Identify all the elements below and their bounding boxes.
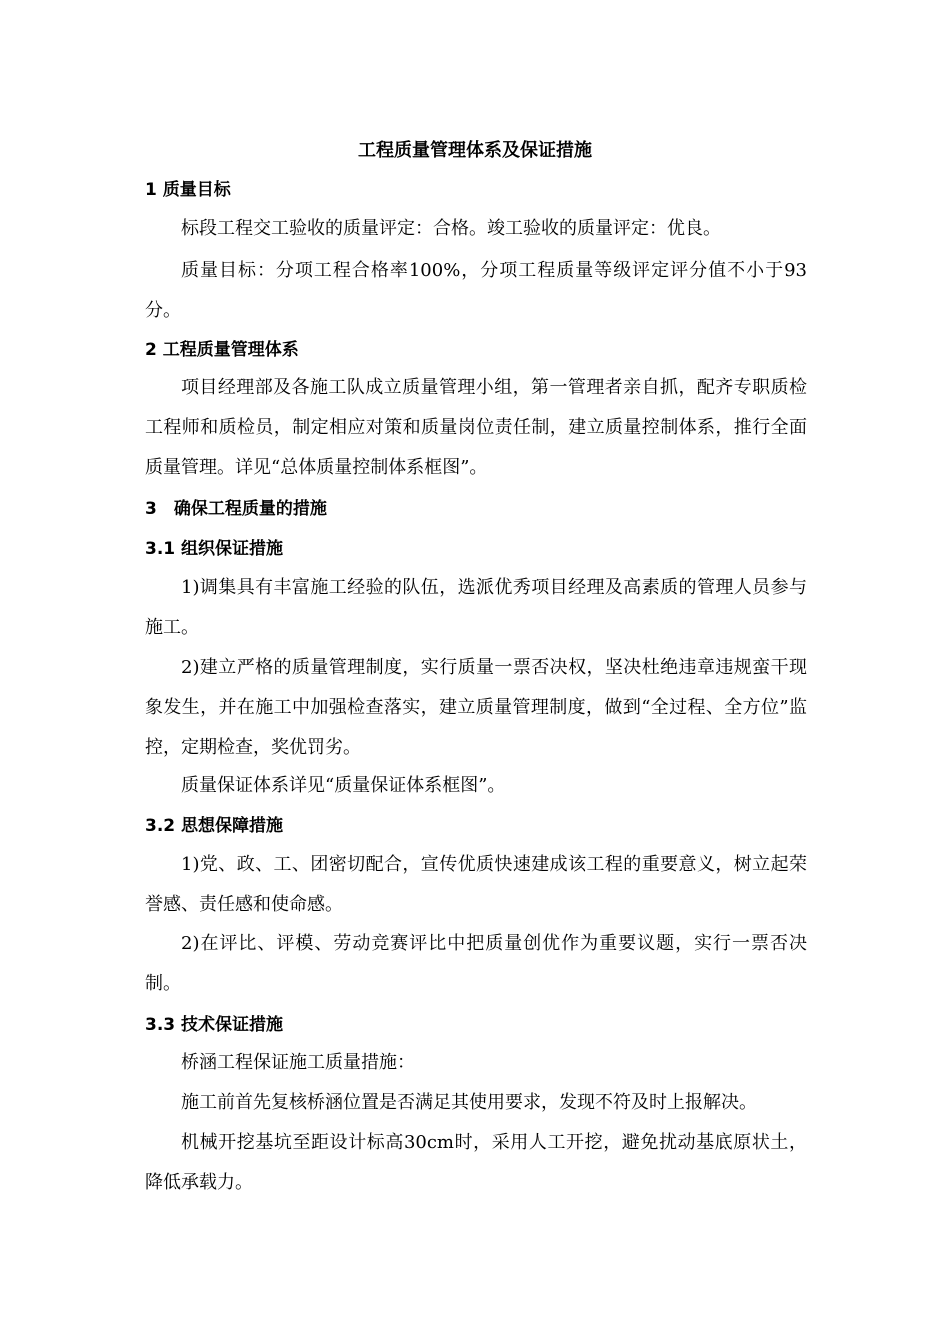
section-heading: 3.3 技术保证措施 — [145, 1015, 284, 1035]
section-heading: 3.1 组织保证措施 — [145, 539, 284, 559]
section-heading: 2 工程质量管理体系 — [145, 340, 299, 360]
paragraph: 2)在评比、评模、劳动竞赛评比中把质量创优作为重要议题，实行一票否决制。 — [145, 933, 807, 994]
paragraph: 2)建立严格的质量管理制度，实行质量一票否决权，坚决杜绝违章违规蛮干现象发生，并在施工中加强检查落实，建立质量管理制度，做到“全过程、全方位”监控，定期检查，奖优罚劣。 — [145, 657, 807, 758]
paragraph: 1)调集具有丰富施工经验的队伍，选派优秀项目经理及高素质的管理人员参与施工。 — [145, 577, 807, 638]
paragraph: 桥涵工程保证施工质量措施： — [181, 1052, 415, 1073]
paragraph: 施工前首先复核桥涵位置是否满足其使用要求，发现不符及时上报解决。 — [181, 1092, 757, 1113]
document-title: 工程质量管理体系及保证措施 — [358, 140, 592, 161]
paragraph: 项目经理部及各施工队成立质量管理小组，第一管理者亲自抓，配齐专职质检工程师和质检员，制定相应对策和质量岗位责任制，建立质量控制体系，推行全面质量管理。详见“总体质量控制体系框图”。 — [145, 377, 807, 478]
paragraph: 标段工程交工验收的质量评定：合格。竣工验收的质量评定：优良。 — [181, 218, 721, 239]
paragraph: 质量保证体系详见“质量保证体系框图”。 — [181, 775, 506, 796]
paragraph: 1)党、政、工、团密切配合，宣传优质快速建成该工程的重要意义，树立起荣誉感、责任感和使命感。 — [145, 854, 807, 915]
section-heading: 3.2 思想保障措施 — [145, 816, 284, 836]
section-heading: 3 确保工程质量的措施 — [145, 499, 327, 519]
paragraph: 机械开挖基坑至距设计标高30cm时，采用人工开挖，避免扰动基底原状土，降低承载力。 — [145, 1132, 807, 1193]
section-heading: 1 质量目标 — [145, 180, 231, 200]
paragraph: 质量目标：分项工程合格率100%，分项工程质量等级评定评分值不小于93分。 — [145, 260, 807, 321]
